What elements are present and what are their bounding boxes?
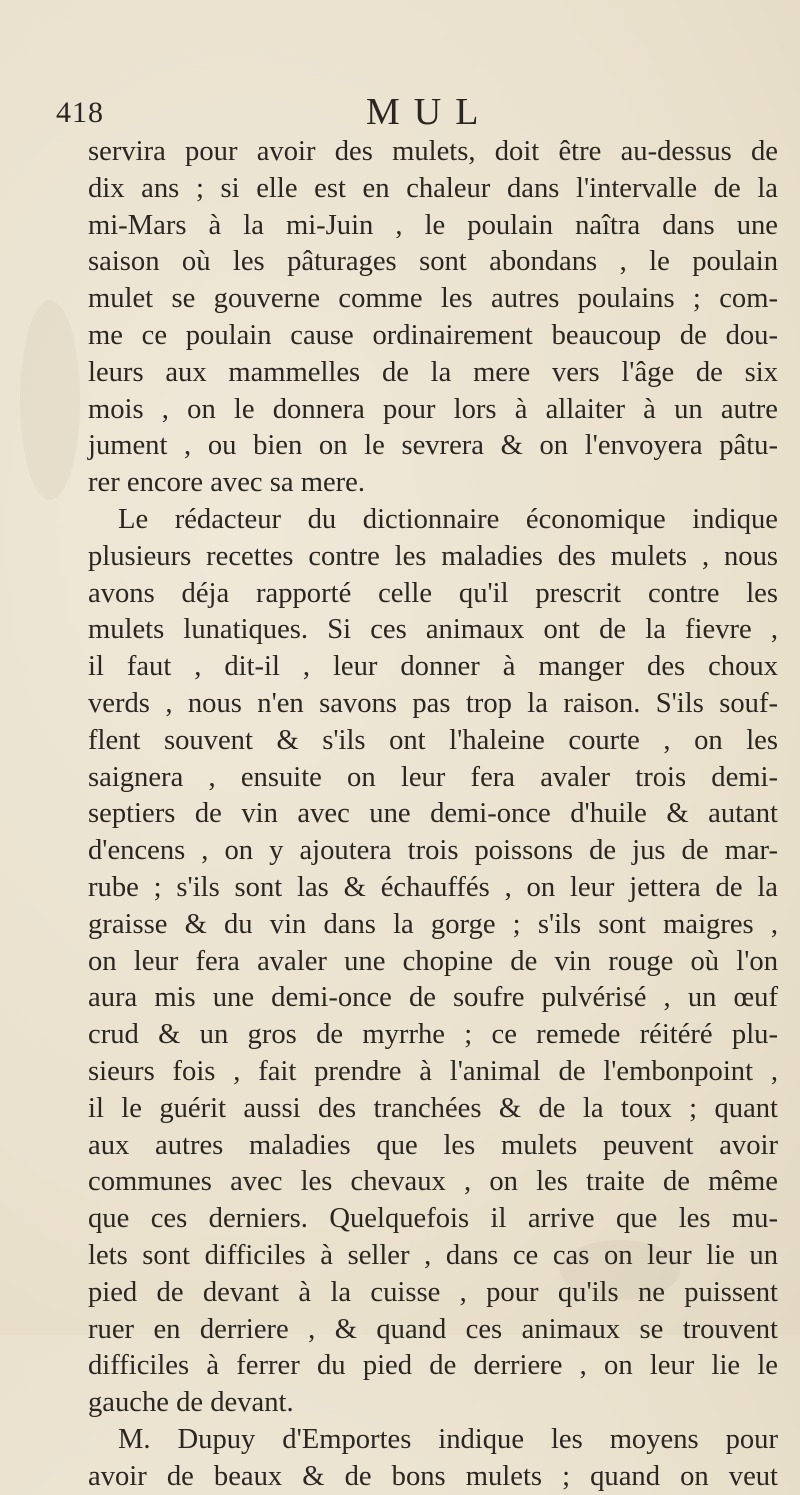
text-line: mulets lunatiques. Si ces animaux ont de la fievre , [88,614,778,646]
text-line: d'encens , on y ajoutera trois poissons de jus de mar- [88,835,778,867]
text-line: avons déja rapporté celle qu'il prescrit contre les [88,577,778,609]
text-line: gauche de devant. [88,1387,294,1419]
text-line: communes avec les chevaux , on les traite de même [88,1166,778,1198]
paper-stain [20,300,80,500]
text-line: il le guérit aussi des tranchées & de la toux ; quant [88,1092,778,1124]
text-line: mois , on le donnera pour lors à allaiter à un autre [88,393,778,425]
text-line: mulet se gouverne comme les autres poulains ; com- [88,283,778,315]
text-line: que ces derniers. Quelquefois il arrive que les mu- [88,1203,778,1235]
text-line: saignera , ensuite on leur fera avaler trois demi- [88,761,778,793]
text-line: plusieurs recettes contre les maladies des mulets , nous [88,540,778,572]
text-line: verds , nous n'en savons pas trop la raison. S'ils souf- [88,687,778,719]
text-line: me ce poulain cause ordinairement beaucoup de dou- [88,319,778,351]
text-line: servira pour avoir des mulets, doit être au-dessus de [88,136,778,167]
text-line: rer encore avec sa mere. [88,467,366,499]
running-head: MUL [366,91,493,133]
text-line: on leur fera avaler une chopine de vin rouge où l'on [88,945,778,977]
text-line: ruer en derriere , & quand ces animaux se trouvent [88,1313,778,1345]
text-line: jument , ou bien on le sevrera & on l'envoyera pâtu- [88,430,778,462]
text-line: saison où les pâturages sont abondans , le poulain [88,246,778,278]
text-line: dix ans ; si elle est en chaleur dans l'intervalle de la [88,172,778,204]
text-line: avoir de beaux & de bons mulets ; quand on veut [88,1460,778,1492]
text-line: aura mis une demi-once de soufre pulvérisé , un œuf [88,982,778,1014]
text-line: leurs aux mammelles de la mere vers l'âge de six [88,356,778,388]
text-line: crud & un gros de myrrhe ; ce remede réitéré plu- [88,1019,778,1051]
text-line: difficiles à ferrer du pied de derriere , on leur lie le [88,1350,778,1382]
page-number: 418 [56,96,104,129]
body-text [88,134,778,1495]
text-line: lets sont difficiles à seller , dans ce cas on leur lie un [88,1239,778,1271]
text-line: pied de devant à la cuisse , pour qu'ils ne puissent [88,1276,778,1308]
text-line: il faut , dit-il , leur donner à manger des choux [88,651,778,683]
text-line: sieurs fois , fait prendre à l'animal de l'embonpoint , [88,1055,778,1087]
text-line: septiers de vin avec une demi-once d'huile & autant [88,798,778,830]
text-line: rube ; s'ils sont las & échauffés , on leur jettera de la [88,871,778,903]
text-line: Le rédacteur du dictionnaire économique indique [118,503,778,535]
text-line: mi-Mars à la mi-Juin , le poulain naîtra dans une [88,209,778,241]
text-line: graisse & du vin dans la gorge ; s'ils sont maigres , [88,908,778,940]
text-line: aux autres maladies que les mulets peuvent avoir [88,1129,778,1161]
text-line: M. Dupuy d'Emportes indique les moyens pour [118,1423,778,1455]
text-line: flent souvent & s'ils ont l'haleine courte , on les [88,724,778,756]
